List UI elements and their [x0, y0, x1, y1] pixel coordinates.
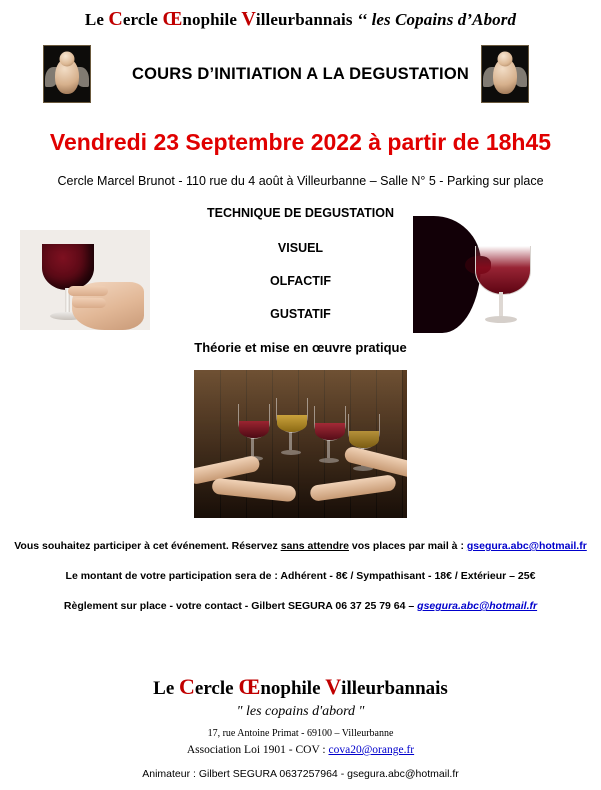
glass-bowl: [475, 246, 531, 295]
face-silhouette: [413, 216, 481, 333]
title-initial-oe: Œ: [162, 8, 183, 30]
technique-title: TECHNIQUE DE DEGUSTATION: [206, 206, 395, 220]
wine-fill: [315, 423, 345, 440]
wine-glass-in-hand-photo: [20, 230, 150, 330]
glass-stem: [327, 440, 330, 458]
wine-fill: [239, 421, 269, 438]
title-nophile: nophile: [182, 10, 242, 29]
title-initial-v: V: [241, 8, 256, 30]
finger-shape: [68, 286, 108, 296]
course-heading: COURS D’INITIATION A LA DEGUSTATION: [132, 65, 469, 83]
footer-initial-oe: Œ: [238, 674, 261, 699]
footer-initial-v: V: [325, 674, 342, 699]
tasting-silhouette-photo: [413, 216, 553, 333]
technique-step-visuel: VISUEL: [277, 241, 324, 255]
info-line1-c: vos places par mail à :: [348, 540, 467, 552]
info-line-payment: [0, 600, 601, 612]
info-line1-emphasis: sans attendre: [280, 540, 349, 552]
title-prefix: Le: [84, 10, 109, 29]
wine-fill: [277, 415, 307, 432]
footer-address: 17, rue Antoine Primat - 69100 – Villeurbanne: [207, 728, 394, 739]
wood-plank: [376, 370, 403, 518]
footer-club-name: [0, 674, 601, 700]
technique-practice: Théorie et mise en œuvre pratique: [194, 340, 407, 355]
footer-prefix: Le: [153, 678, 180, 699]
page-title: [0, 0, 601, 31]
info-line-reservation: [0, 540, 601, 552]
venue-address: Cercle Marcel Brunot - 110 rue du 4 août à Villeurbanne – Salle N° 5 - Parking sur place: [57, 174, 544, 188]
technique-section: [0, 206, 601, 356]
wine-glass: [238, 404, 270, 439]
footer-ercle: ercle: [194, 678, 239, 699]
course-band: [0, 45, 601, 107]
reservation-email-link[interactable]: gsegura.abc@hotmail.fr: [466, 540, 587, 552]
glass-stem: [251, 438, 254, 456]
footer-assoc-text: Association Loi 1901 - COV :: [186, 744, 329, 756]
glass-stem: [289, 432, 292, 450]
wine-glasses-toast-photo: [194, 370, 407, 518]
finger-shape: [72, 298, 106, 308]
footer-nickname: " les copains d'abord ": [236, 704, 365, 719]
wood-plank: [194, 370, 221, 518]
contact-email-link[interactable]: gsegura.abc@hotmail.fr: [417, 600, 538, 612]
wine-fill: [349, 431, 379, 448]
info-line1-a: Vous souhaitez participer à cet événement. Réservez: [14, 540, 281, 552]
title-ercle: ercle: [122, 10, 163, 29]
wine-glass: [276, 398, 308, 433]
footer-initial-c: C: [179, 674, 195, 699]
footer-illeurbannais: illeurbannais: [341, 678, 448, 699]
footer-nophile: nophile: [260, 678, 326, 699]
info-line3-a: Règlement sur place - votre contact - Gilbert SEGURA 06 37 25 79 64 –: [63, 600, 418, 612]
technique-step-olfactif: OLFACTIF: [269, 274, 332, 288]
footer-association: [0, 744, 601, 756]
info-line-pricing: Le montant de votre participation sera de : Adhérent - 8€ / Sympathisant - 18€ / Extérieur – 25€: [65, 570, 536, 582]
glass-base: [281, 450, 301, 455]
title-quote: ‘‘ les Copains d’Abord: [356, 10, 517, 29]
glass-bowl: [42, 244, 94, 290]
event-date: Vendredi 23 Septembre 2022 à partir de 18h45: [49, 129, 552, 155]
glass-base: [319, 458, 339, 463]
glass-stem: [499, 292, 503, 318]
footer-animator: Animateur : Gilbert SEGURA 0637257964 - gsegura.abc@hotmail.fr: [142, 768, 459, 780]
technique-step-gustatif: GUSTATIF: [270, 307, 331, 321]
wine-glass: [314, 406, 346, 441]
registration-info: [0, 540, 601, 630]
glass-base: [485, 316, 517, 323]
title-initial-c: C: [108, 8, 123, 30]
title-illeurbannais: illeurbannais: [255, 10, 357, 29]
association-email-link[interactable]: cova20@orange.fr: [328, 744, 415, 756]
wine-glass: [348, 414, 380, 449]
footer: [0, 674, 601, 780]
